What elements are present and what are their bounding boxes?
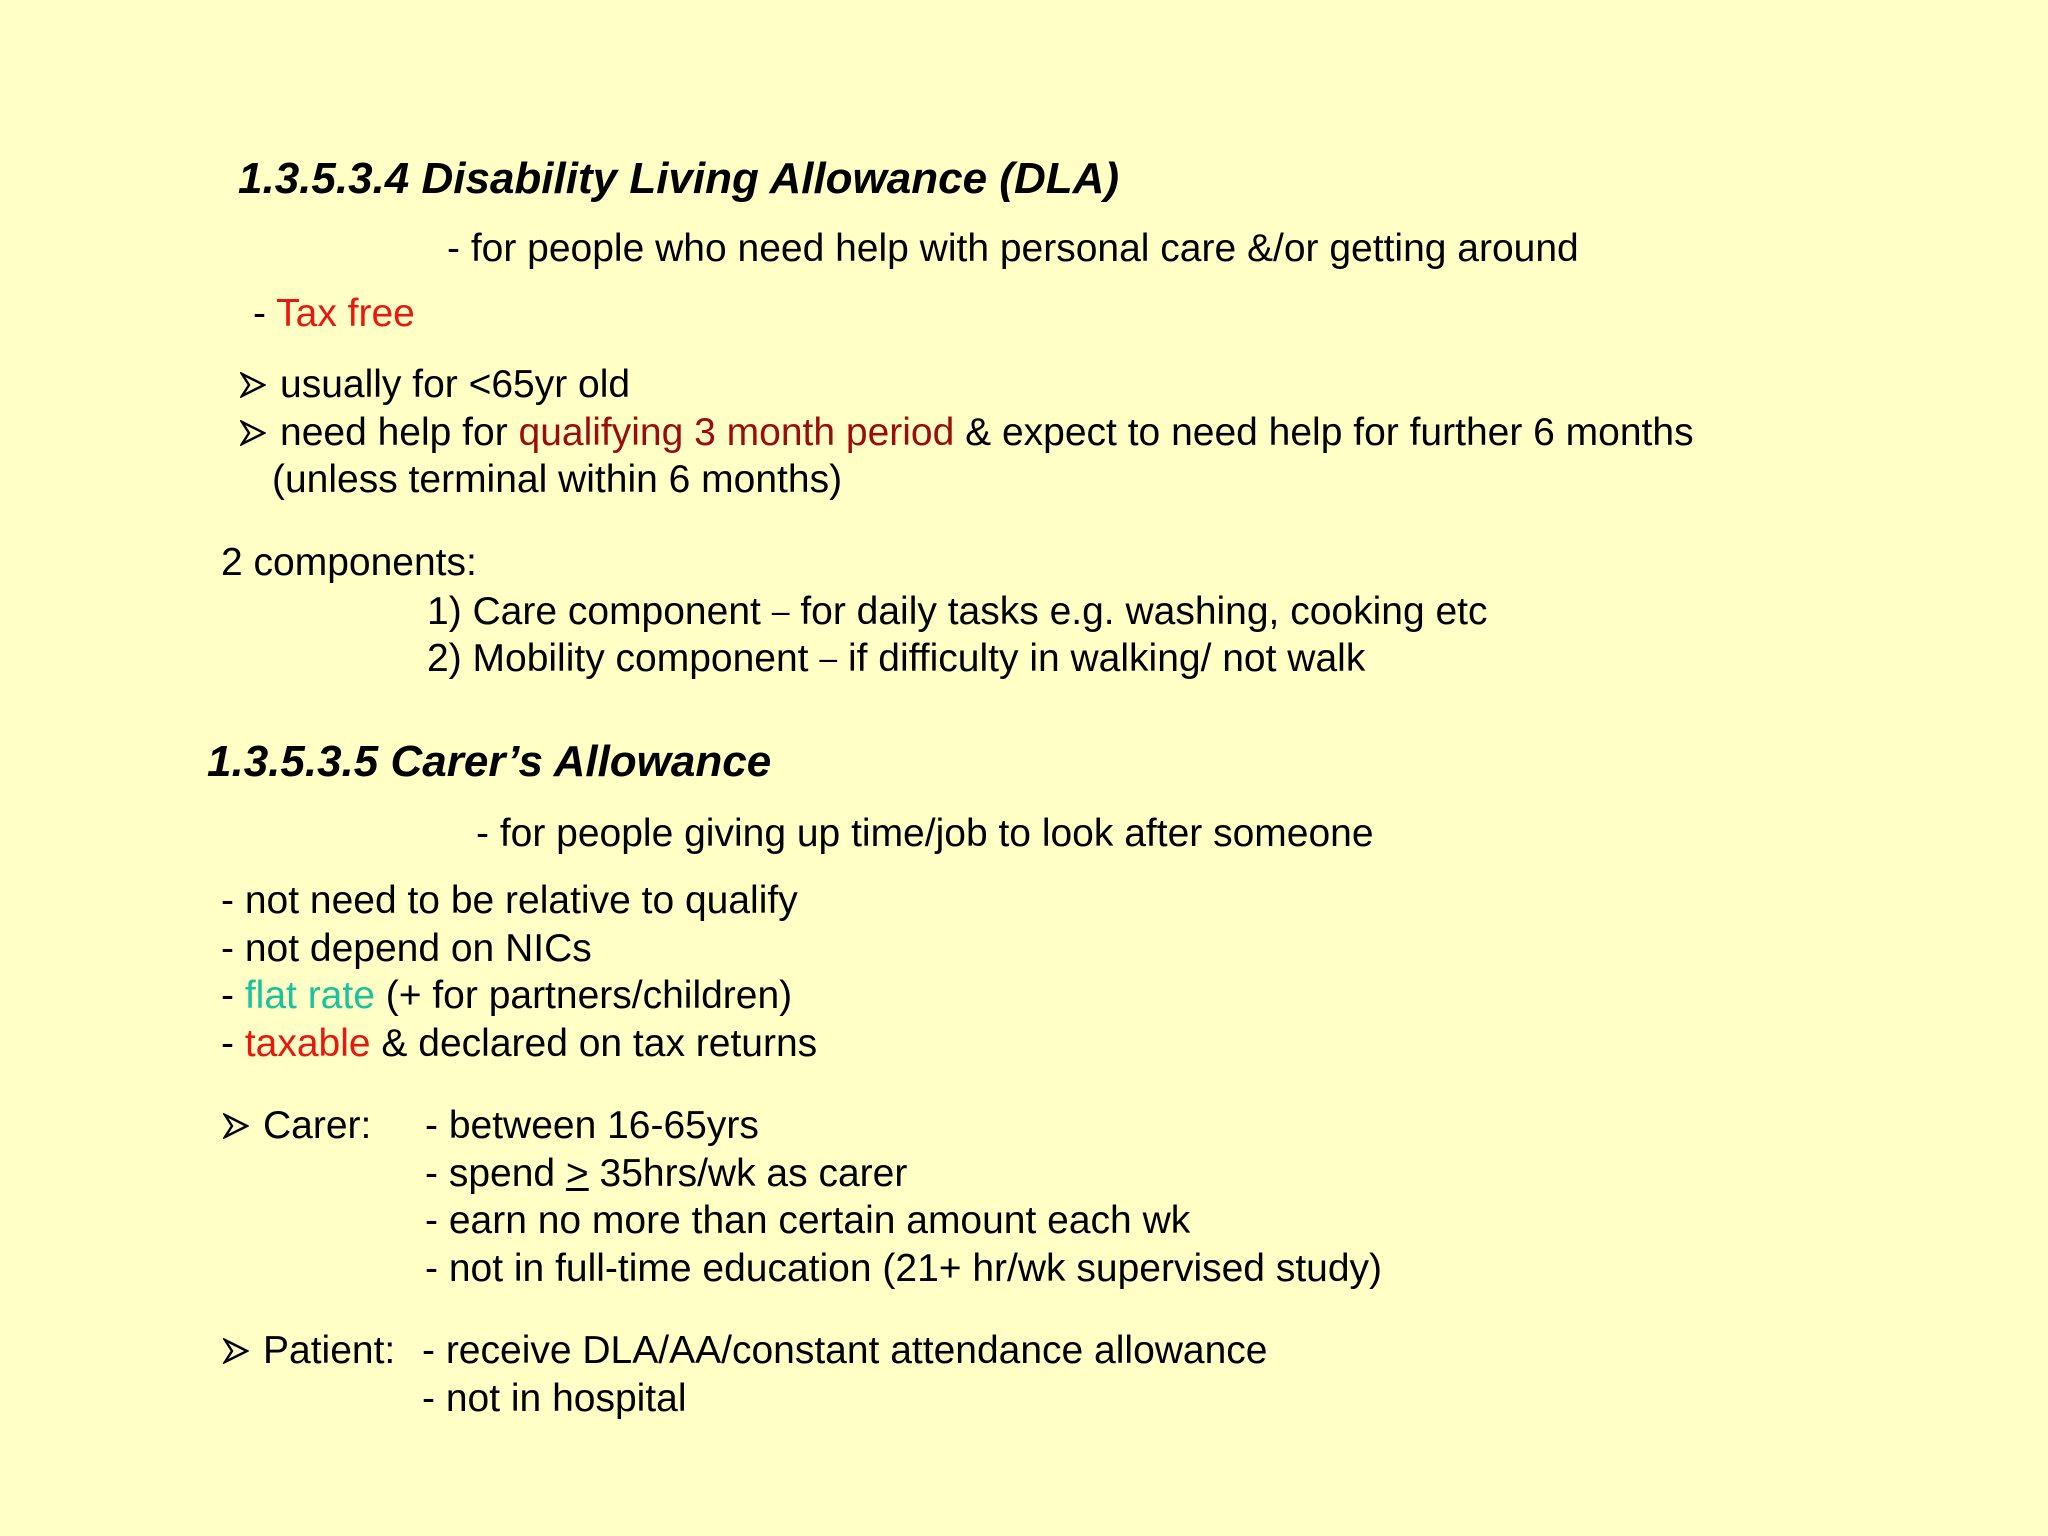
arrowhead-bullet-icon xyxy=(223,1338,249,1364)
carers-line-4-dash: - xyxy=(221,1022,245,1065)
carers-line-4-post: & declared on tax returns xyxy=(370,1022,818,1065)
dla-component-2-post: if difficulty in walking/ not walk xyxy=(837,637,1366,680)
arrowhead-bullet-icon xyxy=(240,420,266,446)
carers-taxable: taxable xyxy=(244,1022,371,1065)
carers-line-2: - not depend on NICs xyxy=(221,927,592,970)
dla-bullet-1 xyxy=(240,361,630,409)
carers-flat-rate: flat rate xyxy=(244,974,375,1017)
dla-tax-free: Tax free xyxy=(276,292,415,335)
dla-component-2-pre: 2) Mobility component xyxy=(427,637,820,680)
dla-bullet-2-continuation: (unless terminal within 6 months) xyxy=(272,458,843,501)
dla-component-1 xyxy=(427,587,1488,636)
carers-line-3-post: (+ for partners/children) xyxy=(374,974,793,1017)
dla-component-1-dash: – xyxy=(771,593,790,629)
dla-bullet-2-pre: need help for xyxy=(280,411,519,454)
dla-component-1-pre: 1) Care component xyxy=(427,590,772,633)
carers-line-4 xyxy=(221,1020,817,1068)
dla-bullet-2 xyxy=(240,409,1694,457)
arrowhead-bullet-icon xyxy=(240,372,266,398)
carer-label: Carer: xyxy=(263,1104,372,1147)
patient-label: Patient: xyxy=(263,1329,396,1372)
dla-bullet-1-text: usually for <65yr old xyxy=(280,363,631,406)
carers-subtitle: - for people giving up time/job to look after someone xyxy=(476,812,1374,855)
greater-or-equal-symbol: > xyxy=(565,1152,589,1195)
dla-tax-dash: - xyxy=(253,292,277,335)
patient-label-line xyxy=(223,1327,395,1375)
carers-line-1: - not need to be relative to qualify xyxy=(221,879,798,922)
dla-component-1-post: for daily tasks e.g. washing, cooking etc xyxy=(789,590,1488,633)
carer-criterion-1: - between 16-65yrs xyxy=(425,1104,759,1147)
arrowhead-bullet-icon xyxy=(223,1113,249,1139)
dla-heading: 1.3.5.3.4 Disability Living Allowance (DLA) xyxy=(238,154,1120,203)
carers-line-3-dash: - xyxy=(221,974,245,1017)
patient-criterion-2: - not in hospital xyxy=(422,1377,687,1420)
carer-criterion-4: - not in full-time education (21+ hr/wk supervised study) xyxy=(425,1247,1383,1290)
carers-heading: 1.3.5.3.5 Carer’s Allowance xyxy=(207,737,772,786)
dla-component-2 xyxy=(427,634,1365,683)
dla-components-label: 2 components: xyxy=(221,541,477,584)
carer-label-line xyxy=(223,1102,371,1150)
dla-qualifying-period: qualifying 3 month period xyxy=(518,411,955,454)
carer-criterion-3: - earn no more than certain amount each wk xyxy=(425,1199,1191,1242)
dla-subtitle: - for people who need help with personal care &/or getting around xyxy=(447,227,1579,270)
carers-line-3 xyxy=(221,972,792,1020)
carer-criterion-2-post: 35hrs/wk as carer xyxy=(588,1152,908,1195)
dla-tax-line xyxy=(253,290,415,338)
carer-criterion-2 xyxy=(425,1150,907,1198)
patient-criterion-1: - receive DLA/AA/constant attendance allowance xyxy=(422,1329,1268,1372)
dla-component-2-dash: – xyxy=(819,640,838,676)
dla-bullet-2-post: & expect to need help for further 6 months xyxy=(954,411,1694,454)
carer-criterion-2-pre: - spend xyxy=(425,1152,566,1195)
